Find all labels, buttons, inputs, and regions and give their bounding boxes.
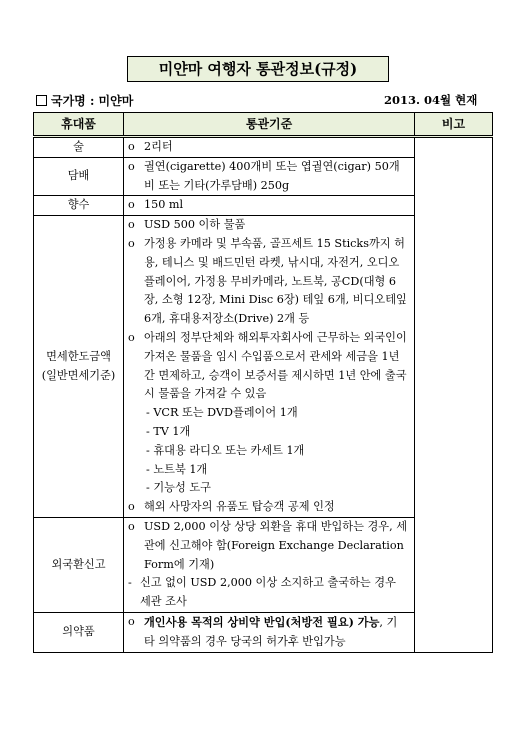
category-currency: 외국환신고 — [34, 517, 124, 612]
category-tobacco: 담배 — [34, 157, 124, 196]
standard-liquor: o 2리터 — [124, 137, 415, 158]
standard-dutyfree — [124, 216, 415, 518]
sub-item: - TV 1개 — [146, 424, 191, 438]
category-medicine: 의약품 — [34, 612, 124, 652]
category-perfume: 향수 — [34, 196, 124, 216]
medicine-bold-text: 개인사용 목적의 상비약 반입(처방전 필요) 가능 — [144, 614, 380, 629]
list-item: o 아래의 정부단체와 해외투자회사에 근무하는 외국인이 가져온 물품을 임시 수입품으로서 관세와 세금을 1년간 면제하고, 승객이 보증서를 제시하면 1년 안에 출국 시 물품을 가져갈 수 있음 — [128, 330, 407, 401]
sub-item: - 기능성 도구 — [146, 481, 211, 495]
checkbox-square-icon — [36, 95, 47, 106]
country-line — [36, 92, 133, 109]
sub-item: - VCR 또는 DVD플레이어 1개 — [146, 406, 298, 420]
date-label: 2013. 04월 현재 — [384, 93, 478, 107]
country-label: 국가명 : 미얀마 — [51, 94, 134, 108]
standard-perfume: o 150 ml — [124, 196, 415, 216]
header-note: 비고 — [415, 113, 493, 137]
standard-tobacco: o 궐연(cigarette) 400개비 또는 엽궐연(cigar) 50개비 또는 기타(가루담배) 250g — [124, 157, 415, 196]
standard-medicine: o 개인사용 목적의 상비약 반입(처방전 필요) 가능, 기타 의약품의 경우 당국의 허가후 반입가능 — [124, 612, 415, 652]
document-title: 미얀마 여행자 통관정보(규정) — [127, 56, 389, 82]
sub-item: - 노트북 1개 — [146, 462, 208, 476]
list-item: o USD 2,000 이상 상당 외환을 휴대 반입하는 경우, 세관에 신고해야 함(Foreign Exchange Declaration Form에 기재) — [128, 519, 408, 571]
table-header-row — [34, 113, 493, 137]
list-item: o 해외 사망자의 유품도 탑승객 공제 인정 — [128, 500, 335, 514]
list-item: o 가정용 카메라 및 부속품, 골프세트 15 Sticks까지 허용, 테니스 및 배드민턴 라켓, 낚시대, 자전거, 오디오 플레이어, 가정용 무비카메라, 노트북, 공CD(대형 6장, 소형 12장, Mini Disc 6장) 테잎 6개, 비디오테잎 6개, 휴대용저장소(Drive) 2개 등 — [128, 236, 407, 326]
category-liquor: 술 — [34, 137, 124, 158]
sub-item: - 휴대용 라디오 또는 카세트 1개 — [146, 443, 305, 457]
header-standard: 통관기준 — [124, 113, 415, 137]
table-row-liquor — [34, 137, 493, 158]
note-cell — [415, 137, 493, 653]
medicine-rest-text: , 기타 의약품의 경우 당국의 허가후 반입가능 — [144, 615, 398, 648]
list-item: o USD 500 이하 물품 — [128, 218, 246, 232]
header-item: 휴대품 — [34, 113, 124, 137]
standard-currency — [124, 517, 415, 612]
list-item: - 신고 없이 USD 2,000 이상 소지하고 출국하는 경우 세관 조사 — [128, 576, 396, 609]
customs-table — [33, 112, 493, 653]
category-dutyfree: 면세한도금액 (일반면세기준) — [34, 216, 124, 518]
